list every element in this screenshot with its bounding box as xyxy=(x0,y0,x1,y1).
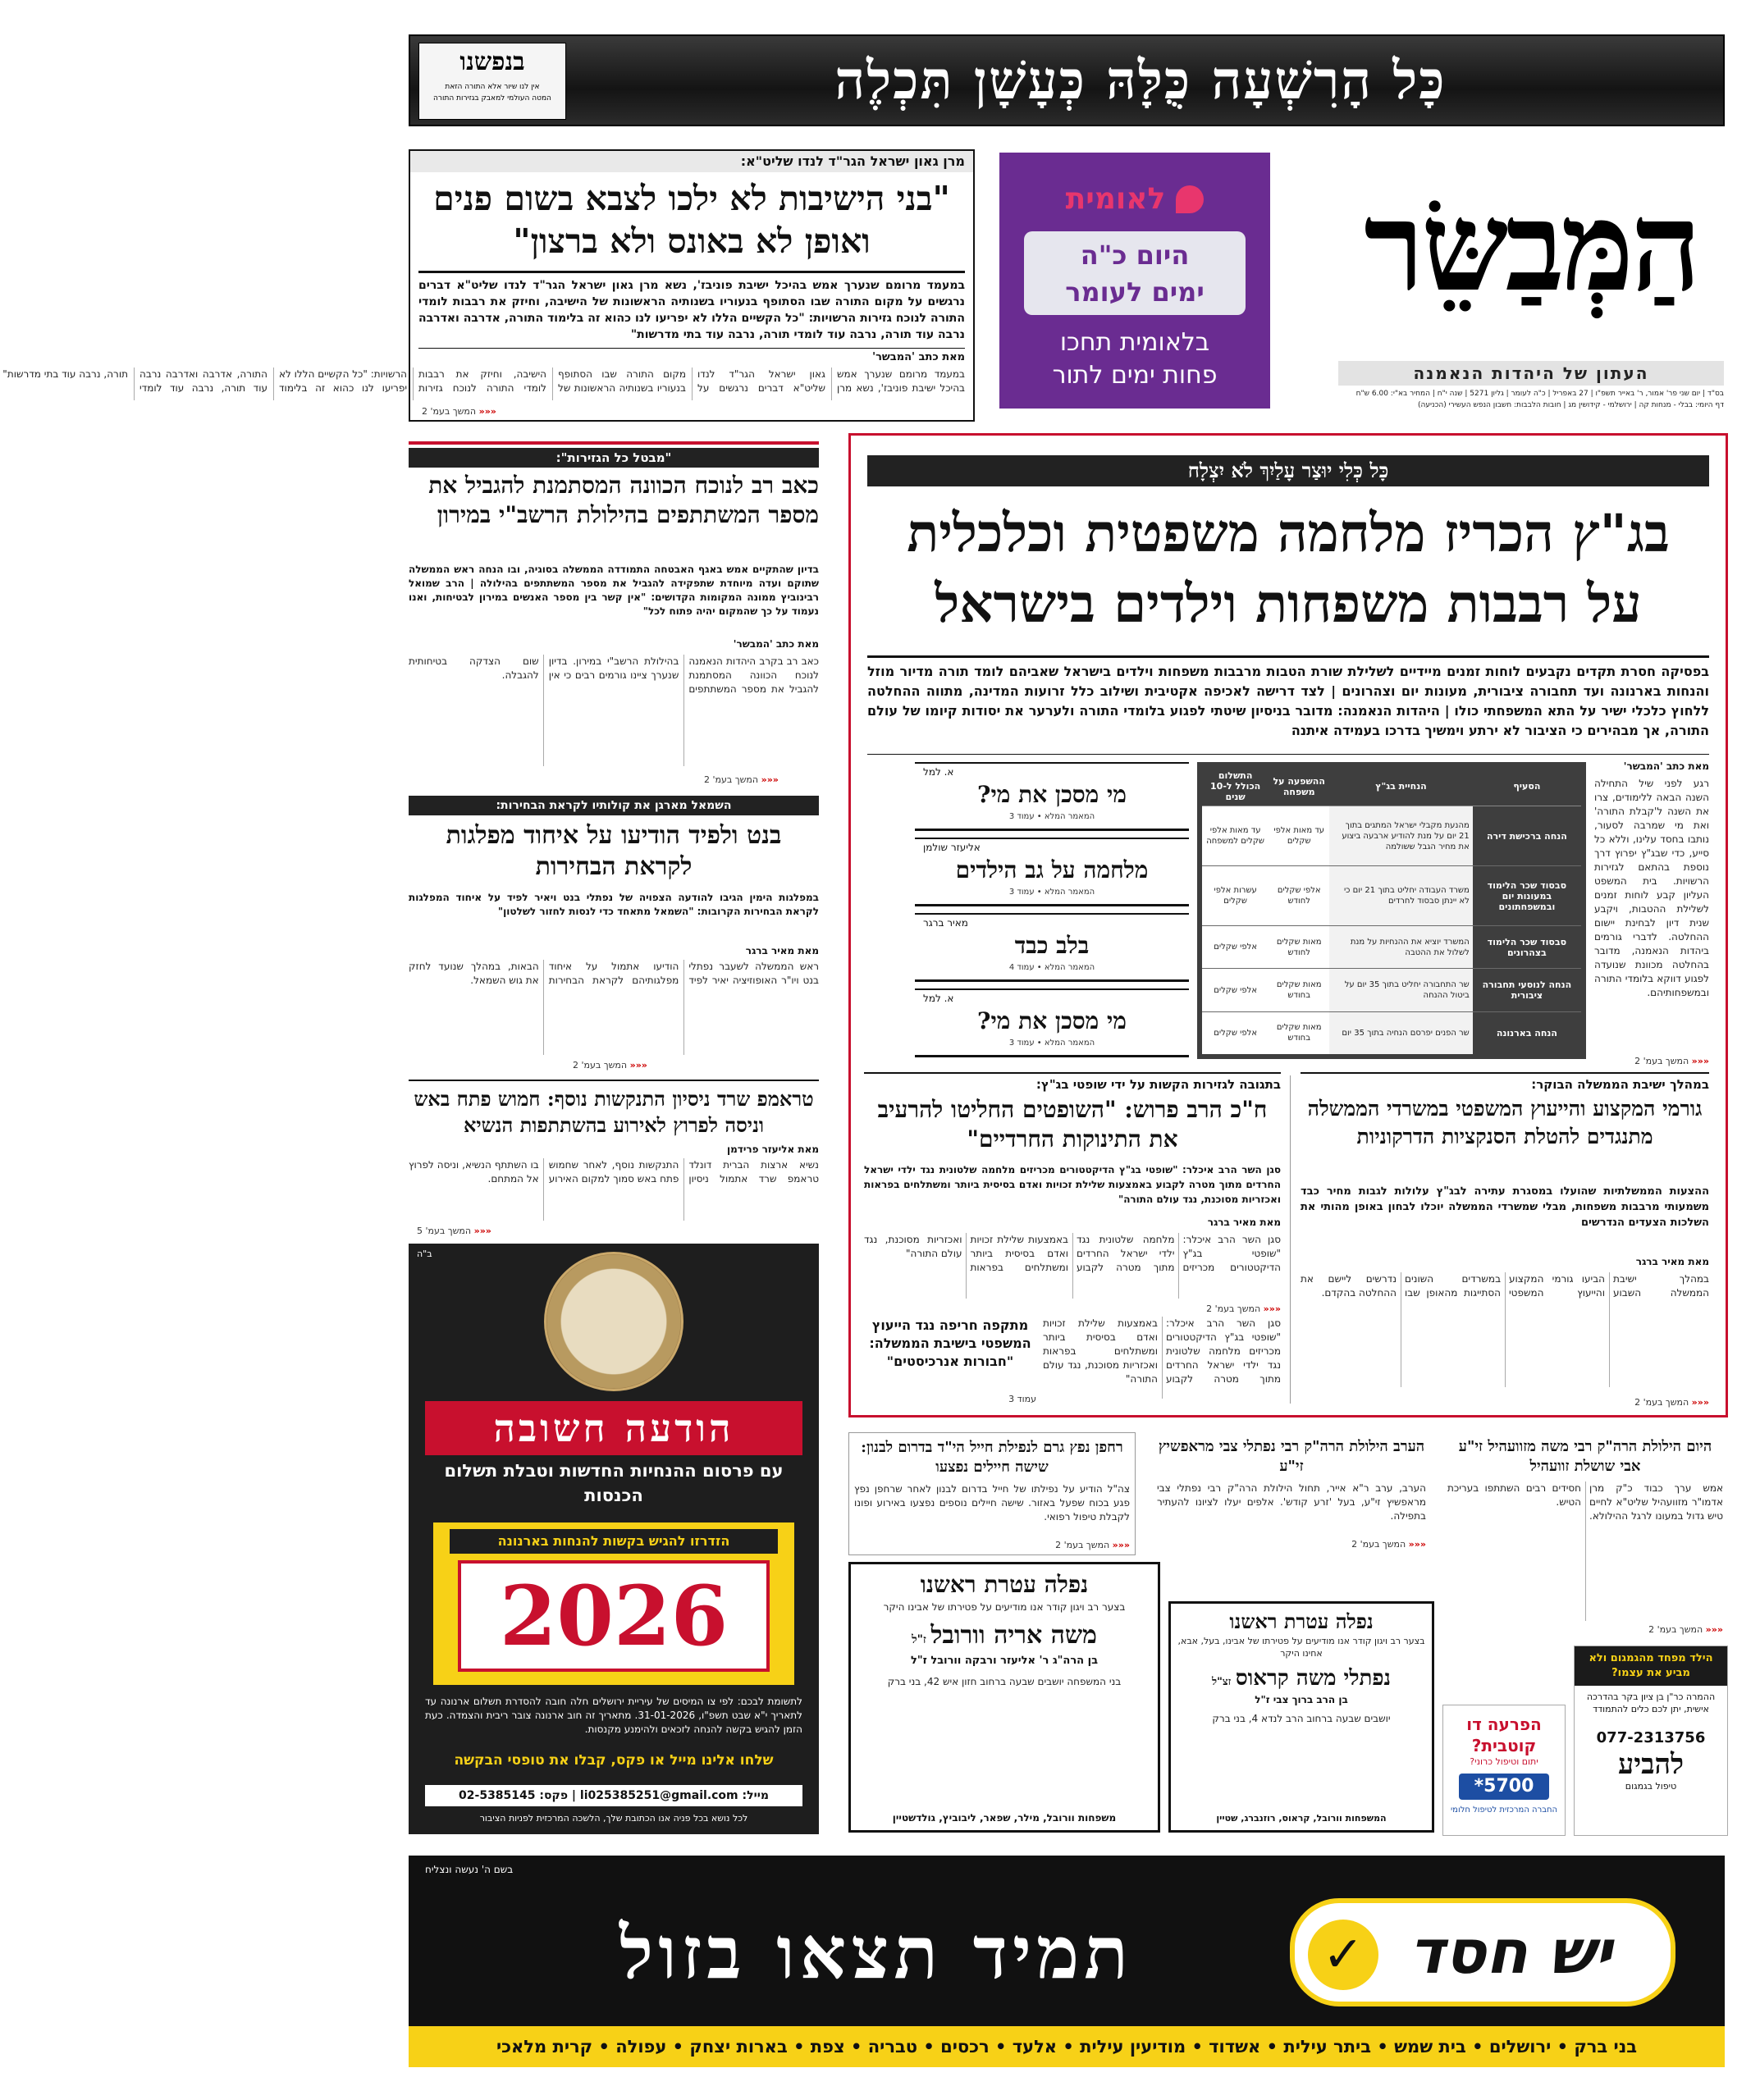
meron-continued[interactable]: ««« המשך בעמ' 2 xyxy=(704,774,779,785)
bennett-lapid-story[interactable] xyxy=(409,796,819,1075)
yesh-chesed-slogan: תמיד תצאו בזול xyxy=(619,1910,1133,1995)
rabbi-kicker: בתגובה לגזירות הקשות על ידי שופטי בג"ץ: xyxy=(1035,1077,1281,1092)
benefits-table-row xyxy=(1202,926,1581,969)
gov-body: במהלך ישיבת הממשלה השבוע הביעו גורמי המקצוע והייעוץ המשפטי במשרדים השונים הסתייגות מהאופן שבו נדרשים ליישם את ההחלטה בהקדם. xyxy=(1301,1273,1709,1299)
benefits-cell: סבסוד שכר הלימוד במעונות יום ובמשפחתונים xyxy=(1473,866,1581,926)
zvhil-headline: היום הילולת הרה"ק רבי משה מזוועהיל זי"ע אבי שושלת זוועהיל xyxy=(1458,1438,1712,1475)
trump-story[interactable] xyxy=(409,1080,819,1235)
masthead xyxy=(1338,153,1724,410)
obit1-name: משה אריה וורובל xyxy=(930,1621,1097,1650)
benefits-table-header xyxy=(1202,767,1581,806)
rabbi-sub-headline: מתקפה חריפה נגד הייעוץ המשפטי בישיבת הממשלה: "חבורות אנרכיסטים" xyxy=(869,1317,1031,1369)
benefits-header-cell: ההשפעה על משפחה xyxy=(1269,767,1329,806)
leumit-box-line2: ימים לעומר xyxy=(1065,276,1205,308)
obit1-parents: בן הרה"ג ר' אליעזר ורבקה וורובל ז"ל xyxy=(910,1655,1099,1667)
banner-corner-line1: אין לנו שיור אלא התורה הזאת xyxy=(445,83,540,91)
banner-corner-brand: בנפשנו xyxy=(459,48,525,76)
opinion-author: א. למל xyxy=(923,993,954,1004)
benefits-table-row xyxy=(1202,1011,1581,1054)
fallen-body: צה"ל הודיע על נפילתו של חייל בדרום לבנון לאחר שרחפן נפץ פגע בכוח שפעל באזור. שישה חיילים נוספים נפצעו באירוע ופונו לקבלת טיפול רפואי. xyxy=(854,1483,1130,1522)
meron-byline: מאת כתב 'המבשר' xyxy=(733,638,819,650)
yesh-chesed-ad[interactable] xyxy=(409,1856,1725,2067)
strike-org: החברה המרכזית לטיפול חלומי xyxy=(1450,1806,1558,1815)
obituary-kraus xyxy=(1168,1601,1434,1833)
rabbi-body-2: סגן השר הרב איכלר: "שופטי בג"ץ הדיקטטורים מכריזים מלחמה שלטונית נגד ילדי ישראל החרדים מתוך מטרה לקבוע באמצעות שלילת זכויות ואדם בסיסית ביותר ומשתלחים בפראות ואכזריות מסוכנת, נגד עולם התורה" xyxy=(1043,1317,1281,1385)
rabbi-headline: ח"כ הרב פרוש: "השופטים החליטו להרעיב את התינוקות החרדיים" xyxy=(877,1096,1268,1153)
obit1-intro: בצער רב ויגון קודר אנו מודיעים על פטירתו של אבינו היקר xyxy=(883,1601,1126,1613)
trump-byline: מאת אליעזר פרידמן xyxy=(726,1144,819,1155)
lead-quote-story[interactable] xyxy=(2,149,975,422)
leumit-logo-icon xyxy=(1176,185,1204,213)
fallen-headline: רחפן נפץ גרם לנפילת חייל הי"ד בדרום לבנון: שישה חיילים נפצעו xyxy=(861,1439,1123,1476)
benefits-table-row xyxy=(1202,866,1581,926)
notice-bar: הזדרזו להגיש בקשות להנחות בארנונה xyxy=(450,1529,778,1554)
rabbi-body: סגן השר הרב איכלר: "שופטי בג"ץ הדיקטטורים מכריזים מלחמה שלטונית נגד ילדי ישראל החרדים מתוך מטרה לקבוע באמצעות שלילת זכויות ואדם בסיסית ביותר ומשתלחים בפראות ואכזריות מסוכנת, נגד עולם התורה" xyxy=(864,1234,1281,1273)
main-story-headline-1: בג"ץ הכריז מלחמה משפטית וכלכלית xyxy=(907,503,1670,564)
meron-kicker: "מבטל כל הגזירות": xyxy=(409,448,819,468)
rabbi-byline: מאת מאיר ברגר xyxy=(1207,1217,1281,1228)
benefits-cell: עד מאות אלפי שקלים xyxy=(1269,806,1329,866)
zvhil-body: אמש ערך כבוד כ"ק מרן אדמו"ר מזוועהיל שליט"א לחיים טיש גדול במעונו לרגל ההילולא. חסידים רבים השתתפו בעריכת הטיש. xyxy=(1447,1482,1723,1522)
yesh-chesed-bs: בשם ה' נעשה ונצליח xyxy=(425,1864,514,1875)
notice-seal-icon xyxy=(544,1252,683,1391)
benefits-cell: מאות שקלים לחודש xyxy=(1269,926,1329,969)
benefits-cell: סבסוד שכר הלימוד בצהרונים xyxy=(1473,926,1581,969)
meron-headline: כאב רב לנוכח הכוונה המסתמנת להגביל את מספר המשתתפים בהילולת הרשב"י במירון xyxy=(428,472,819,528)
lead-quote-body: במעמד מרומם שנערך אמש בהיכל ישיבת פוניבז', נשא מרן גאון ישראל הגר"ד לנדו שליט"א דברים נרגשים על מקום התורה שבו הסתופף בנעוריו בשנותיה הראשונות של הישיבה, וחיזק את רבבות לומדי התורה לנוכח גזירות הרשויות: "כל הקשיים הללו לא יפריעו לנו כהוא זה בלימוד התורה, אדרבה ואדרבה נרבה עוד תורה, נרבה עוד לומדי תורה, נרבה עוד בתי מדרשות" xyxy=(2,368,965,394)
bennett-continued[interactable]: ««« המשך בעמ' 2 xyxy=(573,1060,647,1071)
benefits-cell: הנחה ברכישת דירה xyxy=(1473,806,1581,866)
obit2-parents: בן הרב ברוך צבי ז"ל xyxy=(1255,1694,1348,1705)
opinion-author: אליעזר שולמן xyxy=(923,842,981,853)
benefits-cell: אלפי שקלים xyxy=(1202,926,1269,969)
masthead-dateline: בס"ד | יום שני פר' אמור, ר' באייר תשפ"ו | 27 באפריל | כ"ה לעומר | גליון 5271 | שנה י"ח | המחיר בא"י: 6.00 ש"ח xyxy=(1355,390,1724,398)
notice-poster xyxy=(433,1522,794,1685)
benefits-cell: המשרד יוציא את ההנחיות על מנת לשלול את ההטבה xyxy=(1329,926,1473,969)
main-story-lede: בפסיקה חסרת תקדים נקבעים לוחות זמנים מיידיים לשלילת שורת הטבות מרבבות משפחות וילדים בישראל שאביהם לומד תורה מדיור מוזל והנחות בארנונה ועד תחבורה ציבורית, מעונות יום וצהרונים | לצד דרישה לאכיפה אקטיבית ושילוב כלל זרועות המדינה, מתווה ההחלטה ללחוץ כלכלי ישיר על התא המשפחתי כולו | היהדות הנאמנה: מדובר בניסיון שיטתי לפגוע בלומדי התורה ולערער את יסודות קיומו של עולם התורה, אך מבהירים כי הציבור לא ירתע וימשיך בדרכו בעמידה איתנה xyxy=(867,664,1709,738)
opinion-page: המאמר המלא • עמוד 3 xyxy=(1008,888,1095,897)
main-story-byline: מאת כתב 'המבשר' xyxy=(1623,760,1709,772)
bennett-headline: בנט ולפיד הודיעו על איחוד מפלגות לקראת הבחירות xyxy=(446,821,782,881)
fallen-soldier-story[interactable] xyxy=(848,1432,1136,1555)
gov-continued[interactable]: ««« המשך בעמ' 2 xyxy=(1634,1397,1709,1408)
fallen-continued[interactable]: ««« המשך בעמ' 2 xyxy=(1055,1540,1130,1550)
benefits-cell: עד מאות אלפי שקלים למשפחה xyxy=(1202,806,1269,866)
obit2-suffix: זצ"ל xyxy=(1211,1676,1232,1688)
opinion-author: א. למל xyxy=(923,766,954,778)
benefits-cell: מהנעת מקבלי ישראל המתגים בתוך 21 יום על מנת להודיע ארבעה ביצוע את מחיר הגבל ששולמה xyxy=(1329,806,1473,866)
opinion-title: מי מסכן את מי? xyxy=(977,781,1127,808)
lahava-sub: טיפול בגמגום xyxy=(1625,1781,1677,1792)
meron-lede: בדיון שהתקיים אמש באגף האבטחה התמודדה הממשלה בסוגיה, ובו הנחה ראש הממשלה שתוקם ועדה מיוחדת שתפקידה להגביל את מספר המשתתפים בהילולה | הרב שמואל רבינוביץ ממונה המקומות הקדושים: "אין קשר בין מספר האנשים במירון לבטיחות, ואנו נעמוד על כך שהמקום יהיה פתוח לכל" xyxy=(409,564,819,617)
benefits-table-row xyxy=(1202,969,1581,1011)
benefits-cell: אלפי שקלים xyxy=(1202,1011,1269,1054)
lahava-headline: הילד מפחד מהגמגום ולא מביע את עצמו? xyxy=(1575,1646,1727,1686)
main-story-frame xyxy=(848,433,1728,1418)
banner-corner-line2: המטה העולמי למאבק בגזירות התורה xyxy=(433,94,551,103)
benefits-cell: מאות שקלים בחודש xyxy=(1269,969,1329,1011)
masthead-dateline2: דף היומי: בבלי - מנחות קה | ירושלמי - קידושין מג | חובות הלבבות: חשבון הנפש העשירי (הכניעה) xyxy=(1417,401,1724,409)
opinion-box[interactable] xyxy=(915,988,1189,1057)
opinion-box[interactable] xyxy=(915,762,1189,831)
gov-headline: גורמי המקצוע והייעוץ המשפטי במשרדי הממשלה מתנגדים להטלת הסנקציות הדרקוניות xyxy=(1307,1097,1703,1148)
strike-phone[interactable]: 5700* xyxy=(1459,1774,1549,1800)
rabbi-sub-page[interactable]: עמוד 3 xyxy=(1008,1394,1036,1404)
benefits-cell: שר התחבורה יחליט בתוך 35 יום על ביטול ההנחה xyxy=(1329,969,1473,1011)
strike-ad[interactable] xyxy=(1442,1705,1566,1836)
lead-quote-kicker: מרן גאון ישראל הגר"ד לנדו שליט"א: xyxy=(410,151,973,172)
benefits-header-cell: התשלום הכולל ל-10 שנים xyxy=(1202,767,1269,806)
yesh-chesed-brand: יש חסד xyxy=(1409,1917,1612,1988)
rapshitz-body: הערב, ערב ר"א אייר, תחול הילולת הרה"ק רבי נפתלי צבי מראפשיץ זי"ע, בעל 'זרע קודש'. אלפים יעלו לציונו להעתיר בתפילה. xyxy=(1157,1482,1426,1522)
banner-corner-logo xyxy=(418,43,566,120)
lahava-brand: להביע xyxy=(1617,1748,1684,1781)
lead-quote-lede: במעמד מרומם שנערך אמש בהיכל ישיבת פוניבז', נשא מרן גאון ישראל הגר"ד לנדו שליט"א דברים נרגשים על מקום התורה שבו הסתופף בנעוריו בשנותיה הראשונות של הישיבה, וחיזק את רבבות לומדי התורה לנוכח גזירות הרשויות: "כל הקשיים הללו לא יפריעו לנו כהוא זה בלימוד התורה, אדרבה ואדרבה נרבה עוד תורה, נרבה עוד לומדי תורה, נרבה עוד בתי מדרשות" xyxy=(418,279,965,341)
leumit-box-line1: היום כ"ה xyxy=(1080,240,1190,271)
opinion-author: מאיר ברגר xyxy=(923,917,968,929)
opinion-box[interactable] xyxy=(915,838,1189,906)
obit1-title: נפלה עטרת ראשנו xyxy=(920,1571,1089,1598)
opinion-title: מלחמה על גב הילדים xyxy=(955,856,1149,883)
lahava-ad[interactable] xyxy=(1574,1646,1728,1836)
leumit-ad[interactable] xyxy=(999,153,1270,409)
obit2-shiva: יושבים שבעה ברחוב הרב לנדא 4, בני ברק xyxy=(1212,1713,1391,1724)
banner-headline: כָּל הָרִשְׁעָה כֻּלָּהּ כְּעָשָׁן תִּכְלֶה xyxy=(834,50,1447,112)
leumit-tagline1: בלאומית תחכו xyxy=(1059,328,1210,357)
benefits-cell: הנחה בארנונה xyxy=(1473,1011,1581,1054)
bennett-byline: מאת מאיר ברגר xyxy=(745,945,819,956)
lahava-phone[interactable]: 077-2313756 xyxy=(1596,1729,1706,1746)
benefits-table-wrap xyxy=(1197,762,1586,1059)
bennett-kicker: השמאל מארגן את קולותיו לקראת הבחירות: xyxy=(409,796,819,815)
notice-ad[interactable] xyxy=(409,1244,819,1834)
top-banner xyxy=(409,34,1725,126)
obit2-name: נפתלי משה קראוס xyxy=(1235,1666,1391,1691)
main-story-headline-2: על רבבות משפחות וילדים בישראל xyxy=(935,573,1642,635)
yesh-chesed-check-icon: ✓ xyxy=(1308,1920,1378,1990)
leumit-tagline2: פחות ימים לתור xyxy=(1052,361,1218,390)
notice-contact[interactable]: מייל: li025385251@gmail.com | פקס: 02-5385145 xyxy=(425,1785,802,1806)
obit2-intro: בצער רב ויגון קודר אנו מודיעים על פטירתו של אבינו, בעל, אבא, אחינו היקר xyxy=(1177,1636,1425,1659)
benefits-table xyxy=(1202,767,1581,1054)
opinion-stack xyxy=(915,762,1189,1059)
notice-footer: לכל נושא בכל פניה אנו הכתובת שלך, הלשכה המרכזית לפניות הציבור xyxy=(479,1813,748,1824)
lead-quote-continued[interactable]: ««« המשך בעמ' 2 xyxy=(422,406,496,417)
main-story-kicker: כָּל כְּלִי יוּצַר עָלַיִךְ לֹא יִצְלָח xyxy=(867,455,1709,486)
obit2-title: נפלה עטרת ראשנו xyxy=(1229,1609,1374,1633)
benefits-table-row xyxy=(1202,806,1581,866)
obit1-family: משפחות וורובל, מילר, שפאר, ליבוביץ, גולדשטיין xyxy=(892,1812,1117,1824)
notice-cta: שלחו אלינו מייל או פקס, קבלו את טופסי הבקשה xyxy=(454,1752,774,1769)
strike-help: יתום וטיפול כרוני? xyxy=(1470,1756,1538,1767)
obit2-family: המשפחות וורובל, קראוס, רוזנברג, שטיין xyxy=(1216,1813,1387,1824)
leumit-box xyxy=(1024,231,1246,315)
masthead-tagline: העתון של היהדות הנאמנה xyxy=(1338,361,1724,386)
gov-lede: ההצעות הממשלתיות שהועלו במסגרת עתירה לבג"ץ עלולות לגבות מחיר כבד משמעותי מרבבות משפחות, מבלי שמשרדי הממשלה יוכלו לבחון באופן מהותי את השלכות הצעדים הנדרשים xyxy=(1301,1185,1709,1229)
rapshitz-story[interactable] xyxy=(1152,1432,1431,1555)
notice-subtitle: עם פרסום ההנחיות החדשות וטבלת תשלום הכנסות xyxy=(444,1461,784,1505)
benefits-cell: עשרות אלפי שקלים xyxy=(1202,866,1269,926)
benefits-cell: משרד העבודה יחליט בתוך 21 יום כי לא יינתן סבסוד לחרדים xyxy=(1329,866,1473,926)
benefits-header-cell: הסעיף xyxy=(1473,767,1581,806)
notice-year: 2026 xyxy=(458,1560,770,1672)
notice-details: לתשומת לבכם: לפי צו המיסים של עיריית ירושלים חלה חובה להסדרת תשלום ארנונה עד לתאריך י"א שבט תשפ"ו, 31-01-2026. מתאריך זה חוב ארנונה צובר ריבית והצמדה. כעת הזמן להגיש בקשה להנחה לזכאים ולהימנע מקנסות. xyxy=(425,1696,802,1735)
gov-byline: מאת מאיר ברגר xyxy=(1635,1256,1709,1267)
trump-continued[interactable]: ««« המשך בעמ' 5 xyxy=(417,1226,491,1236)
opinion-page: המאמר המלא • עמוד 3 xyxy=(1008,1039,1095,1048)
bennett-lede: במפלגות הימין הגיבו להודעה הצפויה של נפתלי בנט ויאיר לפיד על איחוד המפלגות לקראת הבחירות הקרובות: "השמאל מתאחד כדי לנסות לחזור לשלטון" xyxy=(409,892,819,917)
opinion-page: המאמר המלא • עמוד 3 xyxy=(1008,812,1095,821)
benefits-cell: אלפי שקלים לחודש xyxy=(1269,866,1329,926)
yesh-chesed-cities: בני ברק • ירושלים • בית שמש • ביתר עילית • אשדוד • מודיעין עילית • אלעד • רכסים • טבריה • צפת • בארות יצחק • עפולה • קרית מלאכי xyxy=(409,2026,1725,2067)
gov-kicker: במהלך ישיבת הממשלה הבוקר: xyxy=(1531,1077,1709,1092)
opinion-box[interactable] xyxy=(915,913,1189,982)
benefits-cell: אלפי שקלים xyxy=(1202,969,1269,1011)
trump-headline: טראמפ שרד ניסיון התנקשות נוסף: חמוש פתח באש וניסה לפרוץ לאירוע בהשתתפות הנשיא xyxy=(414,1087,814,1137)
main-story-body: רגע לפני שיל התחילה השנה הבאה ללימודים, צרו את השנה ל'קבלת התורה' ואת מי שמרבה לסעור, נותבו בחסד עלינו, וללא כל סייע, כדי שבג"ץ יפרוץ דרך נוספת בהתאם לגזירות הרשויות. בית המשפט העליון קבע לוחות זמנים לשלילת ההטבות, ויקבע שנית דיון לבחינת יישום ההחלטה. לדברי גורמים ביהדות הנאמנה, מדובר בהחלטה מכוונת שנועדה לפגוע דווקא בלומדי התורה ובמשפחותיהם. xyxy=(1594,778,1709,998)
masthead-logo: הַמְּבַשֵּׂר xyxy=(1364,175,1698,319)
obit1-shiva: בני המשפחה יושבים שבעה ברחוב חזון איש 42, בני ברק xyxy=(887,1676,1122,1687)
obit1-suffix: ז"ל xyxy=(912,1633,926,1646)
bennett-body: ראש הממשלה לשעבר נפתלי בנט ויו"ר האופוזיציה יאיר לפיד הודיעו אתמול על איחוד מפלגותיהם לקראת הבחירות הבאות, במהלך שנועד לחזק את גוש השמאל. xyxy=(409,961,819,986)
obituary-vorobel xyxy=(848,1562,1160,1833)
rapshitz-headline: הערב הילולת הרה"ק רבי נפתלי צבי מראפשיץ זי"ע xyxy=(1158,1438,1425,1475)
rapshitz-continued[interactable]: ««« המשך בעמ' 2 xyxy=(1351,1539,1426,1550)
lahava-body: ההמרה כר"ן בן ציון בקר בהדרכה אישית, יתן לכם כלים להתמודד xyxy=(1586,1691,1716,1714)
benefits-cell: מאות שקלים בחודש xyxy=(1269,1011,1329,1054)
benefits-cell: הנחה לנוסעי תחבורה ציבורית xyxy=(1473,969,1581,1011)
rabbi-continued[interactable]: ««« המשך בעמ' 2 xyxy=(1206,1303,1281,1314)
meron-story[interactable] xyxy=(409,441,819,786)
notice-title: הודעה חשובה xyxy=(425,1401,802,1455)
lead-quote-byline: מאת כתב 'המבשר' xyxy=(872,351,965,363)
opinion-page: המאמר המלא • עמוד 4 xyxy=(1008,963,1095,972)
zvhil-continued[interactable]: ««« המשך בעמ' 2 xyxy=(1648,1624,1723,1635)
lead-quote-headline: "בני הישיבות לא ילכו לצבא בשום פנים ואופן לא באונס ולא ברצון" xyxy=(433,179,950,261)
leumit-brand: לאומית xyxy=(1065,182,1166,216)
main-story-continued[interactable]: ««« המשך בעמ' 2 xyxy=(1634,1056,1709,1066)
benefits-header-cell: הנחיית בג"ץ xyxy=(1329,767,1473,806)
opinion-title: בלב כבד xyxy=(1014,932,1090,959)
opinion-title: מי מסכן את מי? xyxy=(977,1007,1127,1034)
strike-question: הפרעה דו קוטבית? xyxy=(1466,1714,1542,1755)
notice-bs: ב"ה xyxy=(417,1249,432,1259)
trump-body: נשיא ארצות הברית דונלד טראמפ שרד אתמול ניסיון התנקשות נוסף, לאחר שחמוש פתח באש סמוך למקום האירוע בו השתתף הנשיא, וניסה לפרוץ אל המתחם. xyxy=(409,1159,819,1185)
yesh-chesed-badge xyxy=(1290,1898,1675,2006)
benefits-cell: שר הפנים יפרסם הנחיה בתוך 35 יום xyxy=(1329,1011,1473,1054)
meron-body: כאב רב בקרב היהדות הנאמנה לנוכח הכוונה המסתמנת להגביל את מספר המשתתפים בהילולת הרשב"י במירון. בדיון שנערך ציינו גורמים רבים כי אין שום הצדקה בטיחותית להגבלה. xyxy=(409,655,819,695)
rabbi-lede: סגן השר הרב איכלר: "שופטי בג"ץ הדיקטטורים מכריזים מלחמה שלטונית נגד ילדי ישראל החרדים מתוך מטרה לקבוע באמצעות שלילת זכויות ואדם בסיסית ביותר ומשתלחים בפראות ואכזריות מסוכנת, נגד עולם התורה" xyxy=(864,1164,1281,1205)
